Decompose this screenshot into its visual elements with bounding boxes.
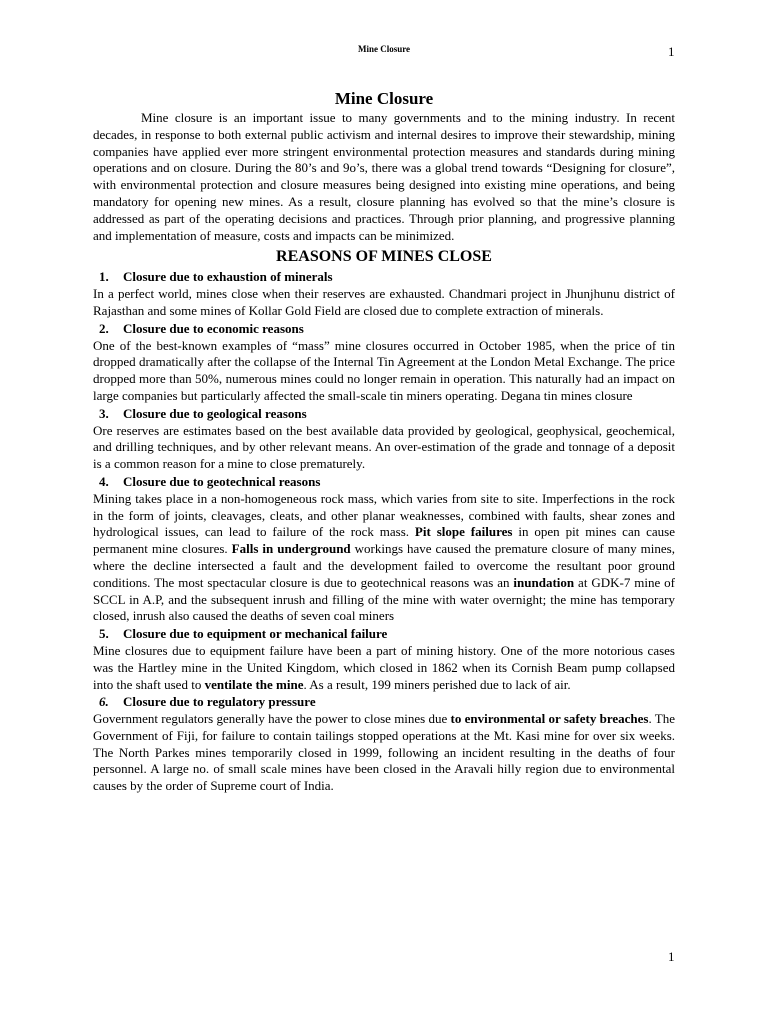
reason-heading-text: Closure due to economic reasons [123, 320, 304, 336]
reason-number: 3. [99, 405, 109, 421]
footer-page-number: 1 [668, 949, 675, 964]
text-run: Mine closures due to equipment failure have been a part of mining history. One of the more notorious cases was the Hartley mine in the United Kingdom, which closed in 1862 when its Cornish Beam pump collapsed into the shaft used to [93, 642, 675, 692]
reason-paragraph [93, 711, 675, 795]
reason-number: 1. [99, 269, 109, 285]
reason-heading-text: Closure due to regulatory pressure [123, 694, 316, 710]
reason-heading [93, 694, 675, 711]
text-run: Mining takes place in a non-homogeneous rock mass, which varies from site to site. Imperfections in the rock in the form of joints, cleavages, cleats, and other planar weaknesses, combined with faults, shear zones and hydrological issues, can lead to failure of the rock mass. [93, 490, 675, 540]
reason-paragraph [93, 643, 675, 693]
section-title: REASONS OF MINES CLOSE [276, 248, 492, 266]
reason-heading-text: Closure due to exhaustion of minerals [123, 269, 333, 285]
text-run: in open pit mines can cause permanent mine closures. [93, 524, 675, 557]
document-title: Mine Closure [334, 89, 434, 108]
reason-number: 5. [99, 626, 109, 642]
reason-paragraph [93, 423, 675, 473]
reason-heading [93, 406, 675, 423]
text-run: . The Government of Fiji, for failure to contain tailings stopped operations at the Mt. Kasi mine for over six weeks. The North Parkes mines temporarily closed in 1999, following an incident resulting in the deaths of four personnel. A large no. of small scale mines have been closed in the Aravali hilly region due to environmental causes by the order of Supreme court of India. [93, 711, 675, 794]
text-run: Ore reserves are estimates based on the best available data provided by geological, geophysical, geochemical, and drilling techniques, and by other relevant means. An over-estimation of the grade and tonnage of a deposit is a common reason for a mine to close prematurely. [93, 422, 675, 472]
document-body [93, 88, 675, 795]
reason-paragraph [93, 491, 675, 625]
reason-number: 4. [99, 473, 109, 489]
text-run: One of the best-known examples of “mass” mine closures occurred in October 1985, when the price of tin dropped dramatically after the collapse of the Internal Tin Agreement at the London Metal Exchange. The price dropped more than 50%, numerous mines could no longer remain in operation. This naturally had an impact on large companies but particularly affected the small-scale tin miners operating. Degana tin mines closure [93, 337, 675, 403]
reasons-list [93, 269, 675, 795]
text-run: workings have caused the premature closure of many mines, where the decline intersected a fault and the development failed to overcome the resultant poor ground conditions. The most spectacular closure is due to geotechnical reasons was an [93, 541, 675, 590]
reason-heading-text: Closure due to geological reasons [123, 405, 307, 421]
reason-number: 2. [99, 320, 109, 336]
reason-heading [93, 321, 675, 338]
reason-heading-text: Closure due to geotechnical reasons [123, 473, 321, 489]
header-page-number: 1 [668, 44, 675, 59]
reason-heading [93, 269, 675, 286]
bold-phrase: Pit slope failures [414, 524, 513, 540]
bold-phrase: inundation [513, 574, 575, 590]
text-run: . As a result, 199 miners perished due to lack of air. [303, 676, 571, 692]
text-run: In a perfect world, mines close when their reserves are exhausted. Chandmari project in Jhunjhunu district of Rajasthan and some mines of Kollar Gold Field are closed due to complete extraction of minerals. [93, 286, 675, 318]
reason-number: 6. [99, 694, 109, 710]
reason-heading [93, 474, 675, 491]
text-run: Government regulators generally have the power to close mines due [93, 711, 451, 727]
intro-paragraph: Mine closure is an important issue to many governments and to the mining industry. In recent decades, in response to both external public activism and internal desires to improve their stewardship, mining companies have applied ever more stringent environmental protection measures and standards during mining operations and on closure. During the 80’s and 9o’s, there was a global trend towards “Designing for closure”, with environmental protection and closure measures being designed into existing mine operations, and being mandatory for opening new mines. As a result, closure planning has evolved so that the mine’s closure is addressed as part of the operating decisions and practices. Through prior planning, and progressive planning and implementation of measure, costs and impacts can be minimized. [93, 110, 675, 243]
bold-phrase: ventilate the mine [204, 676, 304, 692]
bold-phrase: Falls in underground [231, 541, 351, 557]
bold-phrase: to environmental or safety breaches [450, 711, 649, 727]
reason-heading [93, 626, 675, 643]
text-run: at GDK-7 mine of SCCL in A.P, and the subsequent inrush and filling of the mine with water overnight; the mine has temporary closed, inrush also caused the deaths of seven coal miners [93, 574, 675, 624]
reason-paragraph [93, 286, 675, 320]
reason-paragraph [93, 338, 675, 405]
running-header-title: Mine Closure [357, 44, 411, 54]
reason-heading-text: Closure due to equipment or mechanical failure [123, 626, 388, 642]
